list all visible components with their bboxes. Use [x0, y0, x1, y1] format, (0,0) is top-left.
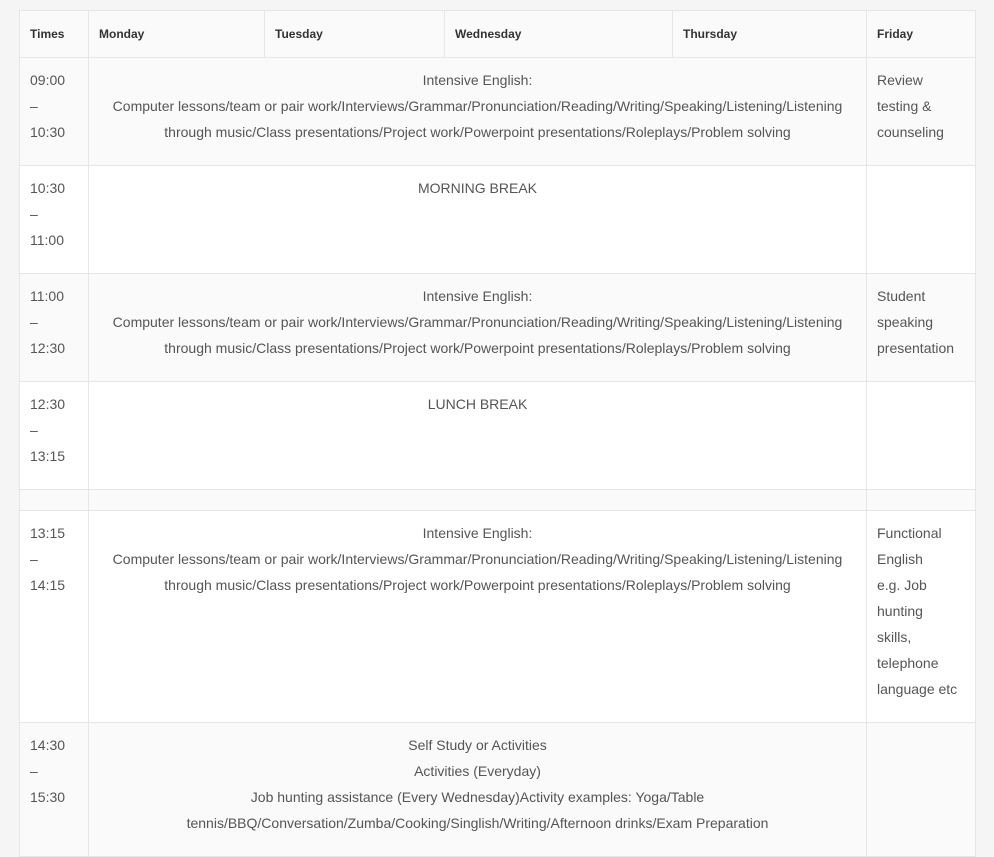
friday-text: testing & — [877, 98, 932, 114]
session-cell — [89, 723, 867, 857]
header-friday: Friday — [867, 11, 976, 58]
session-cell — [89, 382, 867, 490]
table-row — [20, 274, 976, 382]
time-cell — [20, 166, 89, 274]
friday-cell — [867, 274, 976, 382]
table-row — [20, 166, 976, 274]
session-text: through music/Class presentations/Project work/Powerpoint presentations/Roleplays/Problem solving — [164, 340, 791, 356]
friday-text: English — [877, 551, 923, 567]
session-text: Job hunting assistance (Every Wednesday)Activity examples: Yoga/Table — [250, 789, 705, 805]
header-wednesday: Wednesday — [445, 11, 673, 58]
empty-cell — [867, 490, 976, 511]
friday-cell — [867, 723, 976, 857]
session-cell — [89, 58, 867, 166]
time-text: 14:30 — [30, 737, 66, 753]
time-text: – — [30, 206, 38, 222]
friday-text: presentation — [877, 340, 955, 356]
time-text: 15:30 — [30, 789, 66, 805]
friday-text: Review — [877, 72, 923, 88]
session-text: Activities (Everyday) — [414, 763, 541, 779]
friday-cell — [867, 58, 976, 166]
session-cell — [89, 274, 867, 382]
table-row-spacer — [20, 490, 976, 511]
time-text: – — [30, 98, 38, 114]
time-text: 14:15 — [30, 577, 66, 593]
session-text: LUNCH BREAK — [427, 396, 528, 412]
time-text: 11:00 — [30, 232, 64, 248]
friday-text: hunting — [877, 603, 923, 619]
session-text: Intensive English: — [422, 525, 533, 541]
session-text: Computer lessons/team or pair work/Interviews/Grammar/Pronunciation/Reading/Writing/Speaking/Listening/Listening — [112, 98, 843, 114]
empty-cell — [20, 490, 89, 511]
time-cell — [20, 58, 89, 166]
header-times: Times — [20, 11, 89, 58]
session-text: MORNING BREAK — [417, 180, 537, 196]
time-text: – — [30, 763, 38, 779]
time-text: 11:00 — [30, 288, 64, 304]
friday-text: e.g. Job — [877, 577, 927, 593]
session-text: Intensive English: — [422, 72, 533, 88]
time-text: 13:15 — [30, 525, 66, 541]
session-cell — [89, 511, 867, 723]
header-monday: Monday — [89, 11, 265, 58]
table-row — [20, 382, 976, 490]
time-cell — [20, 274, 89, 382]
friday-text: speaking — [877, 314, 934, 330]
session-text: tennis/BBQ/Conversation/Zumba/Cooking/Singlish/Writing/Afternoon drinks/Exam Preparation — [186, 815, 769, 831]
session-text: Intensive English: — [422, 288, 533, 304]
session-text: Computer lessons/team or pair work/Interviews/Grammar/Pronunciation/Reading/Writing/Speaking/Listening/Listening — [112, 551, 843, 567]
time-cell — [20, 382, 89, 490]
friday-text: skills, — [877, 629, 912, 645]
header-tuesday: Tuesday — [265, 11, 445, 58]
friday-text: counseling — [877, 124, 944, 140]
table-row — [20, 723, 976, 857]
session-text: Computer lessons/team or pair work/Interviews/Grammar/Pronunciation/Reading/Writing/Speaking/Listening/Listening — [112, 314, 843, 330]
time-cell — [20, 511, 89, 723]
header-thursday: Thursday — [673, 11, 867, 58]
time-text: – — [30, 551, 38, 567]
table-row — [20, 58, 976, 166]
time-text: – — [30, 422, 38, 438]
session-text: through music/Class presentations/Project work/Powerpoint presentations/Roleplays/Problem solving — [164, 124, 791, 140]
time-text: 12:30 — [30, 396, 66, 412]
friday-text: Functional — [877, 525, 942, 541]
friday-text: language etc — [877, 681, 958, 697]
session-text: through music/Class presentations/Project work/Powerpoint presentations/Roleplays/Problem solving — [164, 577, 791, 593]
session-text: Self Study or Activities — [408, 737, 547, 753]
time-text: 09:00 — [30, 72, 66, 88]
time-text: 10:30 — [30, 180, 66, 196]
friday-cell — [867, 166, 976, 274]
friday-text: telephone — [877, 655, 939, 671]
timetable — [19, 10, 976, 857]
table-row — [20, 511, 976, 723]
time-cell — [20, 723, 89, 857]
time-text: 10:30 — [30, 124, 66, 140]
friday-text: Student — [877, 288, 926, 304]
friday-cell — [867, 511, 976, 723]
time-text: – — [30, 314, 38, 330]
empty-cell — [89, 490, 867, 511]
schedule-container — [19, 10, 975, 857]
friday-cell — [867, 382, 976, 490]
time-text: 13:15 — [30, 448, 66, 464]
session-cell — [89, 166, 867, 274]
header-row — [20, 11, 976, 58]
time-text: 12:30 — [30, 340, 66, 356]
